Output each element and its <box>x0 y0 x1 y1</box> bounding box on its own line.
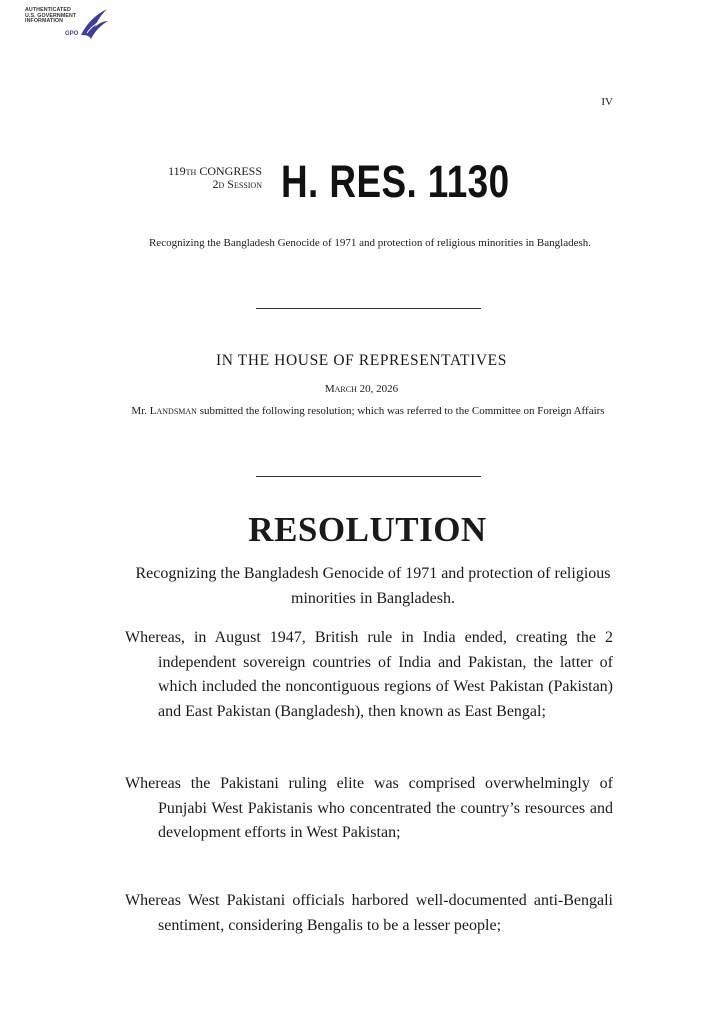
eagle-icon <box>77 5 111 41</box>
congress-label: 119th CONGRESS <box>168 164 262 178</box>
session-label: 2d Session <box>212 177 262 191</box>
gpo-mark: GPO <box>65 31 79 37</box>
sponsor-text: submitted the following resolution; which was referred to the Committee on Foreign Affairs <box>199 405 605 417</box>
congress-session <box>126 165 262 191</box>
chamber-heading: IN THE HOUSE OF REPRESENTATIVES <box>216 352 507 369</box>
sponsor-name: Landsman <box>149 405 197 417</box>
sponsor-title: Mr. <box>131 405 148 417</box>
calendar-number: IV <box>601 96 613 108</box>
resolution-purpose: Recognizing the Bangladesh Genocide of 1971 and protection of religious minorities in Bangladesh. <box>135 565 611 607</box>
whereas-clause: Whereas, in August 1947, British rule in India ended, creating the 2 independent sovereign countries of India and Pakistan, the latter of which included the noncontiguous regions of West Pakistan (Pakistan) and East Pakistan (Bangladesh), then known as East Bengal; <box>125 629 613 720</box>
bill-number: H. RES. 1130 <box>281 156 510 207</box>
whereas-clause: Whereas West Pakistani officials harbored well-documented anti-Bengali sentiment, considering Bengalis to be a lesser people; <box>125 892 613 934</box>
short-title: Recognizing the Bangladesh Genocide of 1971 and protection of religious minorities in Bangladesh. <box>148 237 592 249</box>
logo-text: AUTHENTICATED U.S. GOVERNMENT INFORMATION <box>25 7 77 25</box>
divider-rule <box>256 476 481 477</box>
divider-rule <box>256 308 481 309</box>
sponsor-statement <box>118 404 618 418</box>
gpo-authentication-logo <box>25 5 115 47</box>
resolution-heading: RESOLUTION <box>248 510 487 549</box>
whereas-clause: Whereas the Pakistani ruling elite was comprised overwhelmingly of Punjabi West Pakistanis who concentrated the country’s resources and development efforts in West Pakistan; <box>125 775 613 841</box>
action-date: March 20, 2026 <box>324 383 399 395</box>
